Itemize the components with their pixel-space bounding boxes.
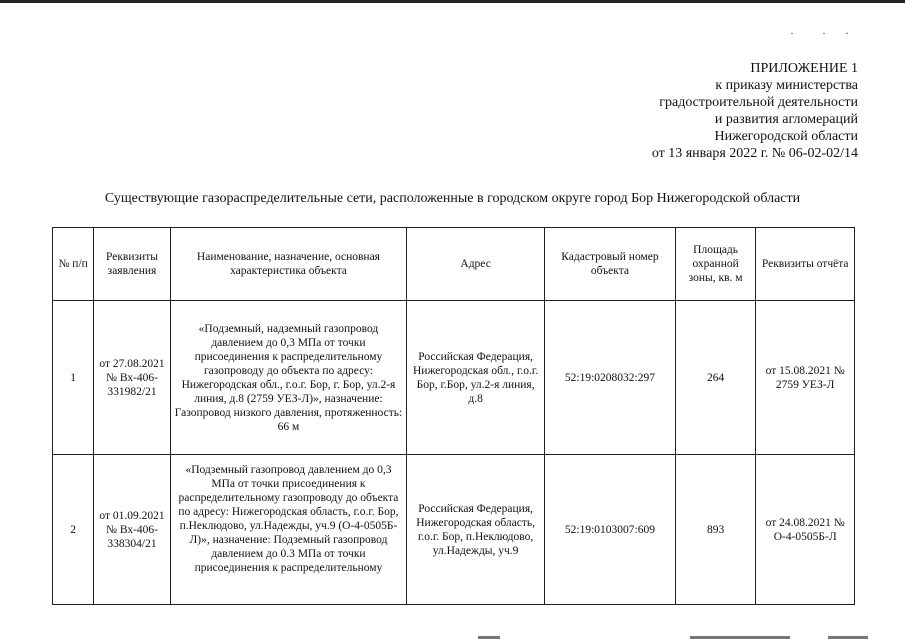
appendix-order-date: от 13 января 2022 г. № 06-02-02/14 xyxy=(651,146,858,161)
cell-name: «Подземный, надземный газопровод давлением до 0,3 МПа от точки присоединения к распределительному газопроводу до объекта по адресу: Нижегородская обл., г.о.г. Бор, г. Бор, ул.2-я линия, д.8 (2759 УЕЗ-Л)», назначение: Газопровод низкого давления, протяженность: 66 м xyxy=(170,301,406,455)
scan-speck: · xyxy=(790,26,794,40)
cell-cadastral: 52:19:0208032:297 xyxy=(545,301,676,455)
appendix-line: Нижегородской области xyxy=(714,129,858,144)
header-area: Площадь охранной зоны, кв. м xyxy=(675,228,756,301)
cell-request: от 27.08.2021 № Вх-406-331982/21 xyxy=(94,301,170,455)
header-address: Адрес xyxy=(407,228,545,301)
table-header-row xyxy=(53,228,855,301)
cell-report: от 24.08.2021 № О-4-0505Б-Л xyxy=(756,455,855,605)
gas-networks-table xyxy=(52,227,855,605)
appendix-title: ПРИЛОЖЕНИЕ 1 xyxy=(750,61,858,76)
appendix-line: к приказу министерства xyxy=(715,78,858,93)
table-row xyxy=(53,455,855,605)
scan-artifact xyxy=(690,636,790,639)
cell-num: 2 xyxy=(53,455,94,605)
cell-area: 893 xyxy=(675,455,756,605)
cell-name: «Подземный газопровод давлением до 0,3 МПа от точки присоединения к распределительному газопроводу до объекта по адресу: Нижегородская область, г.о.г. Бор, п.Неклюдово, ул.Надежды, уч.9 (О-4-0505Б-Л)», назначение: Подземный газопровод давлением до 0.3 МПа от точки присоединения к распределительному xyxy=(170,455,406,605)
appendix-header xyxy=(652,60,858,162)
cell-num: 1 xyxy=(53,301,94,455)
scan-top-edge xyxy=(0,0,905,3)
scan-speck: · xyxy=(822,26,826,40)
scan-artifact xyxy=(478,636,500,639)
header-request: Реквизиты заявления xyxy=(94,228,170,301)
header-num: № п/п xyxy=(53,228,94,301)
scan-speck: · xyxy=(845,26,849,40)
scan-artifact xyxy=(828,636,868,639)
cell-report: от 15.08.2021 № 2759 УЕЗ-Л xyxy=(756,301,855,455)
document-title: Существующие газораспределительные сети, расположенные в городском округе город Бор Нижегородской области xyxy=(104,191,801,206)
cell-request: от 01.09.2021 № Вх-406-338304/21 xyxy=(94,455,170,605)
cell-address: Российская Федерация, Нижегородская область, г.о.г. Бор, п.Неклюдово, ул.Надежды, уч.9 xyxy=(407,455,545,605)
header-name: Наименование, назначение, основная характеристика объекта xyxy=(170,228,406,301)
header-cadastral: Кадастровый номер объекта xyxy=(545,228,676,301)
cell-cadastral: 52:19:0103007:609 xyxy=(545,455,676,605)
cell-address: Российская Федерация, Нижегородская обл., г.о.г. Бор, г.Бор, ул.2-я линия, д.8 xyxy=(407,301,545,455)
cell-area: 264 xyxy=(675,301,756,455)
table-row xyxy=(53,301,855,455)
appendix-line: градостроительной деятельности xyxy=(659,95,858,110)
header-report: Реквизиты отчёта xyxy=(756,228,855,301)
appendix-line: и развития агломераций xyxy=(714,112,858,127)
